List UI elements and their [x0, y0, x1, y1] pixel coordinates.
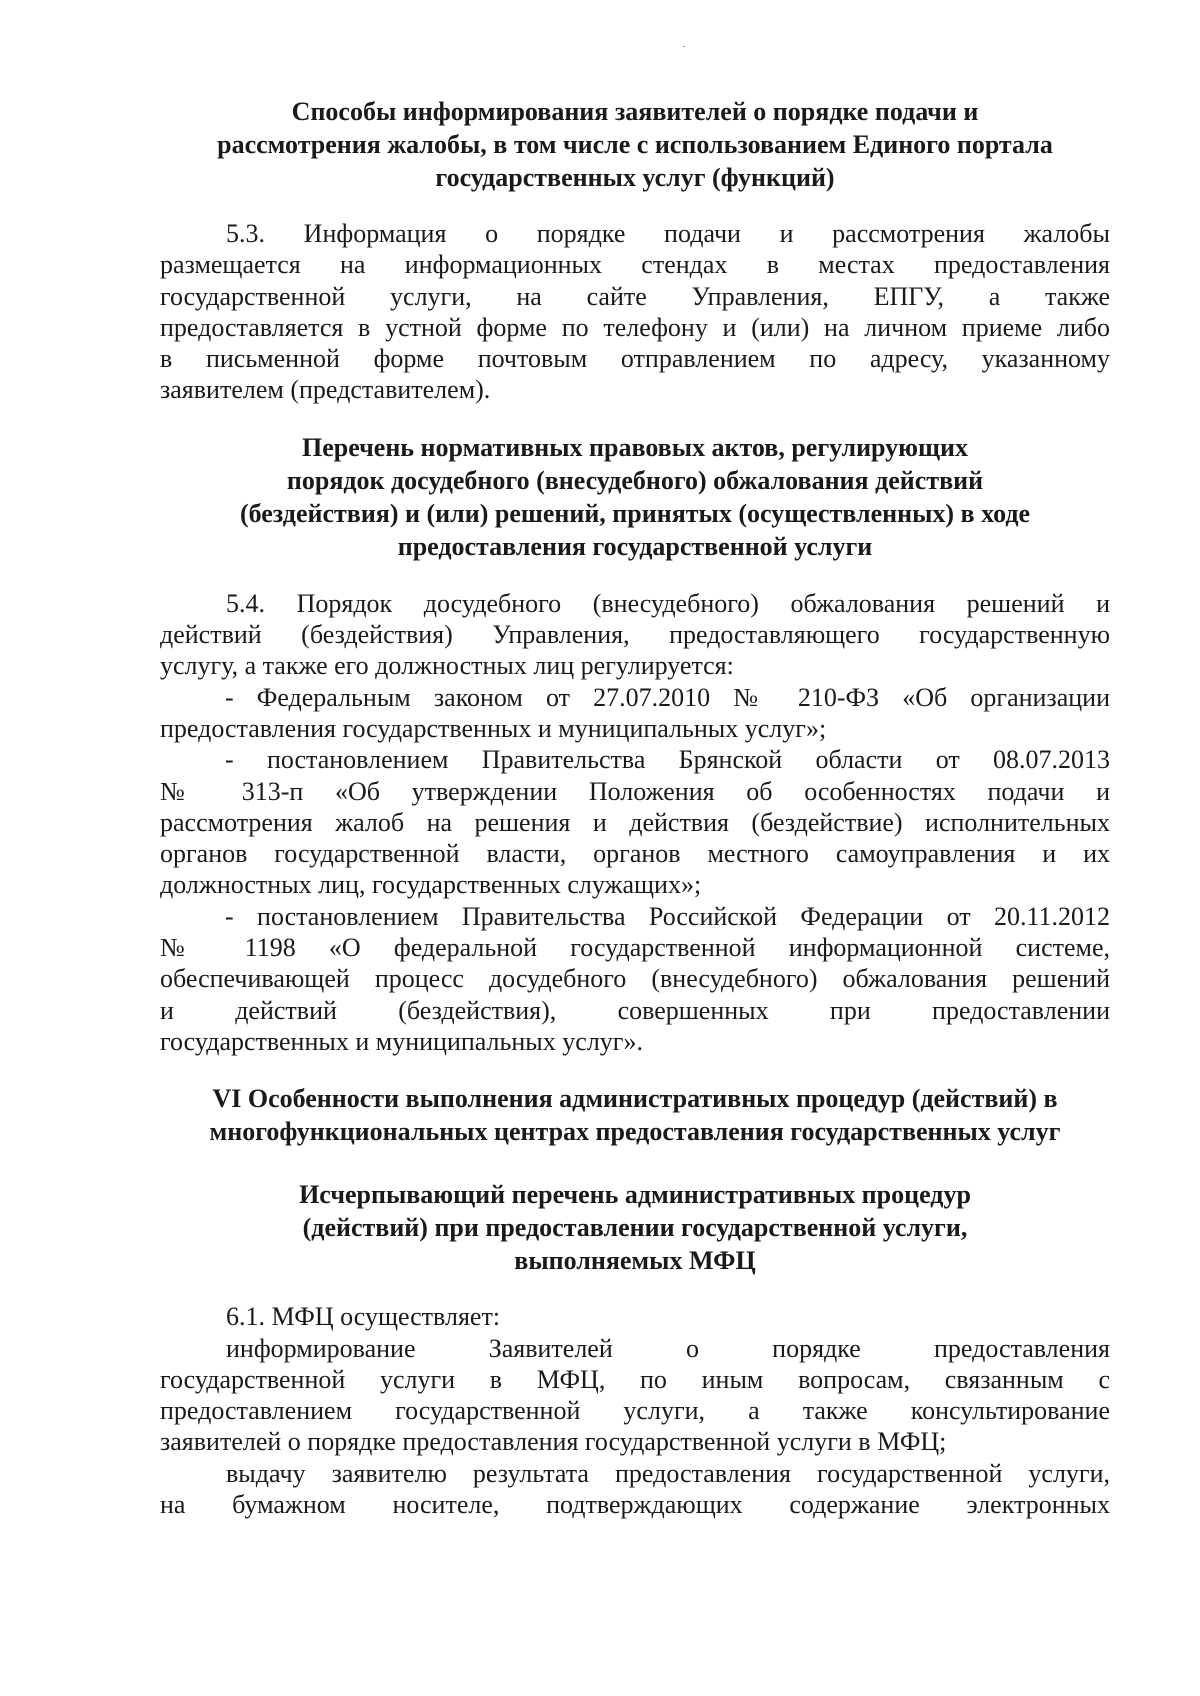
heading-legal-acts [160, 431, 1110, 563]
text-line: - постановлением Правительства Российской Федерации от 20.11.2012 [225, 901, 1110, 931]
heading-line: Перечень нормативных правовых актов, регулирующих [302, 432, 968, 462]
text-line: - Федеральным законом от 27.07.2010 № 210-ФЗ «Об организации [225, 682, 1110, 712]
text-line: государственных и муниципальных услуг». [160, 1026, 643, 1056]
text-line: размещается на информационных стендах в местах предоставления [160, 250, 1110, 280]
text-line: заявителем (представителем). [160, 375, 491, 405]
chapter-vi-heading [160, 1082, 1110, 1148]
text-line: государственной услуги в МФЦ, по иным вопросам, связанным с [160, 1364, 1110, 1394]
heading-complaint-info-methods [160, 95, 1110, 194]
law-210-fz [160, 682, 1110, 745]
law-1198 [160, 901, 1110, 1057]
paragraph-5-4 [160, 588, 1110, 682]
heading-line: многофункциональных центрах предоставления государственных услуг [209, 1117, 1061, 1147]
text-line: обеспечивающей процесс досудебного (внесудебного) обжалования решений [160, 964, 1110, 994]
heading-line: государственных услуг (функций) [435, 163, 835, 192]
heading-line: рассмотрения жалобы, в том числе с использованием Единого портала [217, 130, 1053, 159]
heading-line: Способы информирования заявителей о порядке подачи и [291, 97, 979, 126]
text-line: 5.4. Порядок досудебного (внесудебного) обжалования решений и [226, 588, 1110, 618]
text-line: предоставляется в устной форме по телефону и (или) на личном приеме либо [160, 312, 1110, 342]
text-line: и действий (бездействия), совершенных при предоставлении [160, 995, 1110, 1025]
text-line: - постановлением Правительства Брянской области от 08.07.2013 [225, 745, 1110, 775]
text-line: на бумажном носителе, подтверждающих содержание электронных [160, 1490, 1110, 1520]
text-line: выдачу заявителю результата предоставления государственной услуги, [226, 1458, 1110, 1488]
text-line: информирование Заявителей о порядке предоставления [226, 1333, 1110, 1363]
text-line: услугу, а также его должностных лиц регулируется: [160, 651, 734, 681]
text-line: должностных лиц, государственных служащих»; [160, 870, 702, 900]
mfc-item-informing [160, 1333, 1110, 1458]
text-line: органов государственной власти, органов местного самоуправления и их [160, 839, 1110, 869]
text-line: предоставлением государственной услуги, а также консультирование [160, 1396, 1110, 1426]
heading-line: порядок досудебного (внесудебного) обжалования действий [286, 465, 984, 495]
text-line: № 313-п «Об утверждении Положения об особенностях подачи и [160, 776, 1110, 806]
heading-line: предоставления государственной услуги [397, 531, 873, 561]
text-line: в письменной форме почтовым отправлением по адресу, указанному [160, 344, 1110, 374]
text-line: заявителей о порядке предоставления государственной услуги в МФЦ; [160, 1427, 947, 1457]
mfc-item-issuing [160, 1458, 1110, 1521]
heading-line: VI Особенности выполнения административных процедур (действий) в [212, 1084, 1058, 1114]
heading-mfc-procedures [160, 1178, 1110, 1277]
heading-line: (бездействия) и (или) решений, принятых (осуществленных) в ходе [239, 498, 1031, 528]
text-line: 6.1. МФЦ осуществляет: [226, 1302, 501, 1332]
text-line: рассмотрения жалоб на решения и действия (бездействие) исполнительных [160, 807, 1110, 837]
text-line: 5.3. Информация о порядке подачи и рассмотрения жалобы [226, 219, 1110, 248]
text-line: предоставления государственных и муниципальных услуг»; [160, 713, 827, 743]
scan-speck [683, 46, 685, 47]
paragraph-5-3 [160, 218, 1110, 406]
heading-line: Исчерпывающий перечень административных процедур [299, 1180, 971, 1210]
text-line: государственной услуги, на сайте Управления, ЕПГУ, а также [160, 281, 1110, 311]
heading-line: (действий) при предоставлении государственной услуги, [302, 1213, 968, 1243]
heading-line: выполняемых МФЦ [514, 1246, 756, 1276]
text-line: № 1198 «О федеральной государственной информационной системе, [160, 933, 1110, 963]
law-313-p [160, 744, 1110, 900]
document-page [160, 95, 1110, 1520]
paragraph-6-1 [160, 1301, 1110, 1332]
text-line: действий (бездействия) Управления, предоставляющего государственную [160, 620, 1110, 650]
